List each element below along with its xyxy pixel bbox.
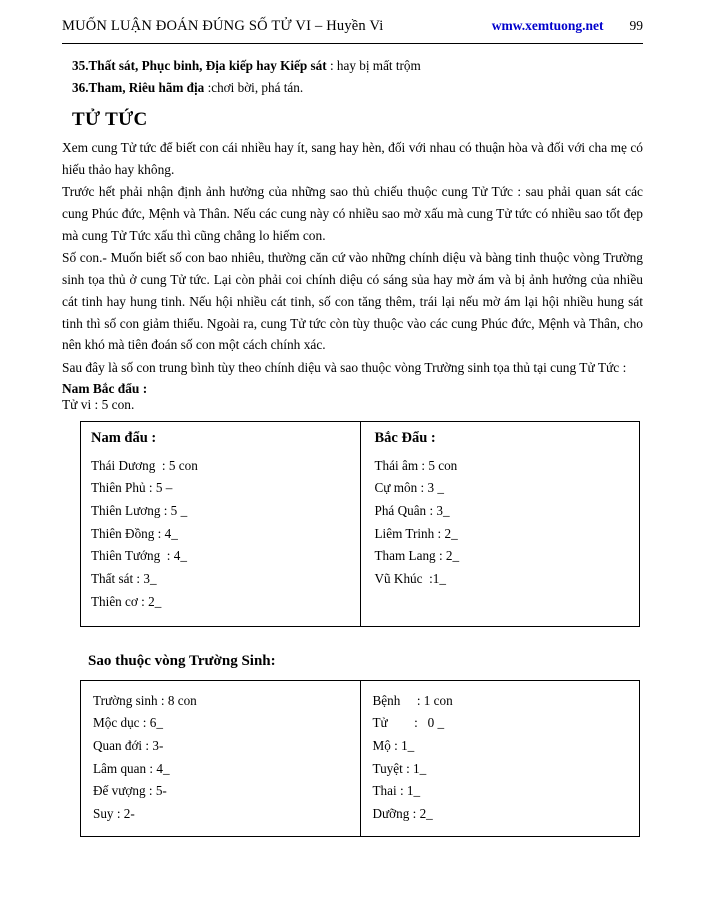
- list-item: Quan đới : 3-: [93, 737, 164, 753]
- list-item: Trường sinh : 8 con: [93, 692, 197, 708]
- list-item: Cự môn : 3 _: [374, 480, 444, 496]
- page-number: 99: [629, 18, 643, 33]
- list-item: Tham Lang : 2_: [374, 548, 460, 564]
- list-item: Thất sát : 3_: [91, 571, 157, 587]
- table-one-right-cell: [360, 421, 640, 626]
- list-item: Tử : 0 _: [372, 715, 445, 731]
- truong-sinh-subheading: Sao thuộc vòng Trường Sinh:: [88, 652, 276, 669]
- table-two-left-cell: [81, 680, 361, 836]
- list-item: Thái Dương : 5 con: [91, 457, 198, 473]
- bac-dau-heading: Bắc Đẩu :: [374, 429, 436, 446]
- list-item: Suy : 2-: [93, 806, 135, 822]
- website-link[interactable]: wmw.xemtuong.net: [491, 18, 604, 33]
- item-35-text: : hay bị mất trộm: [326, 58, 421, 73]
- table-two-right-cell: [360, 680, 640, 836]
- list-item: Thiên Tướng : 4_: [91, 548, 187, 564]
- item-36-number: 36.: [72, 80, 89, 96]
- star-table-one: [80, 421, 640, 627]
- list-item: Lâm quan : 4_: [93, 760, 170, 776]
- section-title: TỬ TỨC: [72, 108, 148, 130]
- item-35-bold-text: Thất sát, Phục binh, Địa kiếp hay Kiếp sát: [88, 58, 327, 73]
- tu-vi-line: Tử vi : 5 con.: [62, 396, 135, 412]
- header-divider: [62, 43, 643, 44]
- nam-bac-dau-label: Nam Bắc đẩu :: [62, 380, 148, 396]
- list-item: Thiên Đồng : 4_: [91, 525, 178, 541]
- list-item: Mộ : 1_: [372, 737, 415, 753]
- table-one-left-cell: [81, 421, 361, 626]
- list-item: Dưỡng : 2_: [372, 806, 433, 822]
- numbered-item-36: [72, 78, 643, 98]
- list-item: Thiên Lương : 5 _: [91, 503, 188, 519]
- list-item: Thiên Phủ : 5 –: [91, 480, 173, 496]
- header-title: MUỐN LUẬN ĐOÁN ĐÚNG SỐ TỬ VI – Huyền Vi: [62, 18, 384, 34]
- numbered-item-35: [72, 56, 643, 76]
- table-row: [81, 680, 640, 836]
- item-36-bold-text: Tham, Riêu hãm địa: [88, 80, 205, 96]
- list-item: Vũ Khúc :1_: [374, 571, 446, 587]
- list-item: Liêm Trinh : 2_: [374, 525, 458, 541]
- list-item: Bệnh : 1 con: [372, 692, 453, 708]
- paragraph-2: Trước hết phải nhận định ảnh hưởng của những sao thủ chiếu thuộc cung Tử Tức : sau phải quan sát các cung Phúc đức, Mệnh và Thân. Nếu các cung này có nhiều sao mờ xấu mà cung Tử tức có nhiều sao tốt đẹp mà cung Tử Tức xấu thì cũng chẳng lo hiếm con.: [62, 184, 643, 243]
- paragraph-3: Số con.- Muốn biết số con bao nhiêu, thường căn cứ vào những chính diệu và bàng tinh thuộc vòng Trường sinh tọa thủ ở cung Tử tức. Lại còn phải coi chính diệu có sáng sủa hay mờ ám và bị ảnh hưởng của nhiều cát tinh hay hung tinh. Nếu hội nhiều cát tinh, số con tăng thêm, trái lại nếu mờ ám lại hội nhiều hung sát tinh thì số con giảm thiểu. Ngoài ra, cung Tử tức còn tùy thuộc vào các cung Phúc đức, Mệnh và Thân, cho nên khó mà tiên đoán số con một cách chính xác.: [62, 250, 643, 353]
- list-item: Thai : 1_: [372, 783, 421, 799]
- list-item: Thái âm : 5 con: [374, 457, 458, 473]
- table-row: [81, 421, 640, 626]
- list-item: Mộc dục : 6_: [93, 715, 163, 731]
- nam-dau-heading: Nam đẩu :: [91, 429, 157, 446]
- list-item: Đế vượng : 5-: [93, 783, 167, 799]
- list-item: Tuyệt : 1_: [372, 760, 427, 776]
- paragraph-4: Sau đây là số con trung bình tùy theo chính diệu và sao thuộc vòng Trường sinh tọa thủ tại cung Tử Tức :: [62, 359, 627, 375]
- page-header: [62, 18, 643, 41]
- header-right-group: [492, 18, 643, 34]
- list-item: Phá Quân : 3_: [374, 503, 450, 519]
- list-item: Thiên cơ : 2_: [91, 593, 162, 609]
- item-35-number: 35.: [72, 58, 89, 73]
- paragraph-1: Xem cung Tử tức để biết con cái nhiều hay ít, sang hay hèn, đối với nhau có thuận hòa và đối với cha mẹ có hiếu thảo hay không.: [62, 139, 643, 177]
- item-36-text: :chơi bời, phá tán.: [204, 80, 304, 96]
- star-table-two: [80, 680, 640, 837]
